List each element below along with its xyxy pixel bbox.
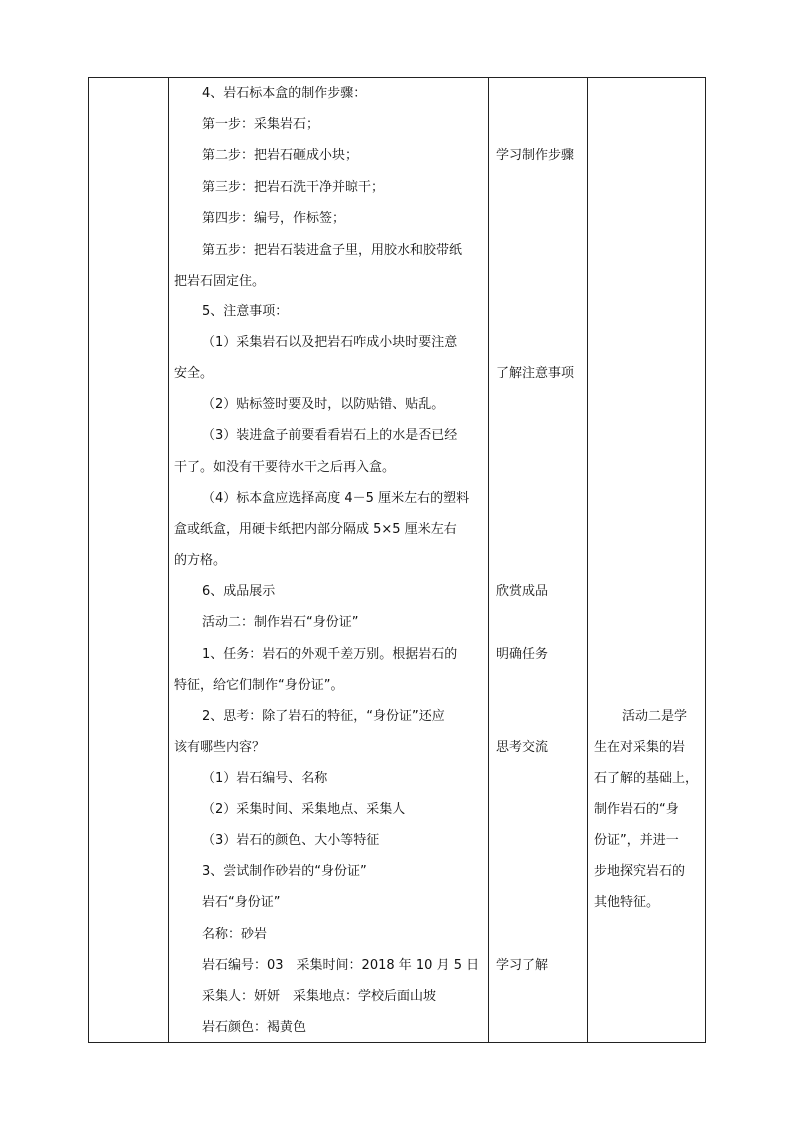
- table-border-top: [88, 77, 706, 78]
- content-line: 岩石颜色：褐黄色: [202, 1020, 307, 1035]
- design-intent-line: 其他特征。: [594, 895, 660, 910]
- design-intent-line: 活动二是学: [622, 709, 688, 724]
- student-activity: 学习了解: [496, 958, 549, 973]
- content-line: 第三步：把岩石洗干净并晾干；: [202, 180, 385, 195]
- content-line: （1）采集岩石以及把岩石咋成小块时要注意: [202, 335, 458, 350]
- content-line: 采集人：妍妍 采集地点：学校后面山坡: [202, 989, 437, 1004]
- content-line: 的方格。: [174, 553, 227, 568]
- content-line: 4、岩石标本盒的制作步骤：: [202, 86, 367, 101]
- content-line: 3、尝试制作砂岩的“身份证”: [202, 864, 367, 879]
- content-line: （2）采集时间、采集地点、采集人: [202, 802, 406, 817]
- content-line: （2）贴标签时要及时，以防贴错、贴乱。: [202, 397, 445, 412]
- student-activity: 学习制作步骤: [496, 148, 575, 163]
- column-divider-3: [587, 77, 588, 1043]
- content-line: 该有哪些内容？: [174, 740, 266, 755]
- design-intent-line: 步地探究岩石的: [594, 864, 686, 879]
- design-intent-line: 制作岩石的“身: [594, 802, 679, 817]
- content-line: 第一步：采集岩石；: [202, 117, 320, 132]
- content-line: 第五步：把岩石装进盒子里，用胶水和胶带纸: [202, 243, 463, 258]
- content-line: 岩石编号：03 采集时间：2018 年 10 月 5 日: [202, 958, 480, 973]
- column-divider-1: [168, 77, 169, 1043]
- content-line: 5、注意事项：: [202, 304, 289, 319]
- content-line: 1、任务：岩石的外观千差万别。根据岩石的: [202, 647, 458, 662]
- content-line: （1）岩石编号、名称: [202, 771, 328, 786]
- table-border-right: [705, 77, 706, 1043]
- content-line: （3）装进盒子前要看看岩石上的水是否已经: [202, 428, 458, 443]
- design-intent-line: 生在对采集的岩: [594, 740, 686, 755]
- content-line: 干了。如没有干要待水干之后再入盒。: [174, 460, 396, 475]
- content-line: （3）岩石的颜色、大小等特征: [202, 833, 380, 848]
- content-line: 安全。: [174, 366, 214, 381]
- content-line: 把岩石固定住。: [174, 274, 266, 289]
- content-line: （4）标本盒应选择高度 4－5 厘米左右的塑料: [202, 491, 470, 506]
- content-line: 特征，给它们制作“身份证”。: [174, 678, 344, 693]
- table-border-left: [88, 77, 89, 1043]
- design-intent-line: 石了解的基础上，: [594, 771, 699, 786]
- student-activity: 明确任务: [496, 647, 549, 662]
- student-activity: 思考交流: [496, 740, 549, 755]
- design-intent-line: 份证”，并进一: [594, 833, 679, 848]
- content-line: 岩石“身份证”: [202, 895, 281, 910]
- content-line: 盒或纸盒，用硬卡纸把内部分隔成 5×5 厘米左右: [174, 522, 457, 537]
- column-divider-2: [488, 77, 489, 1043]
- student-activity: 了解注意事项: [496, 366, 575, 381]
- student-activity: 欣赏成品: [496, 584, 549, 599]
- content-line: 活动二：制作岩石“身份证”: [202, 615, 359, 630]
- content-line: 6、成品展示: [202, 584, 276, 599]
- content-line: 第四步：编号，作标签；: [202, 211, 346, 226]
- content-line: 2、思考：除了岩石的特征，“身份证”还应: [202, 709, 445, 724]
- content-line: 第二步：把岩石砸成小块；: [202, 148, 359, 163]
- content-line: 名称：砂岩: [202, 927, 268, 942]
- table-border-bottom: [88, 1042, 706, 1043]
